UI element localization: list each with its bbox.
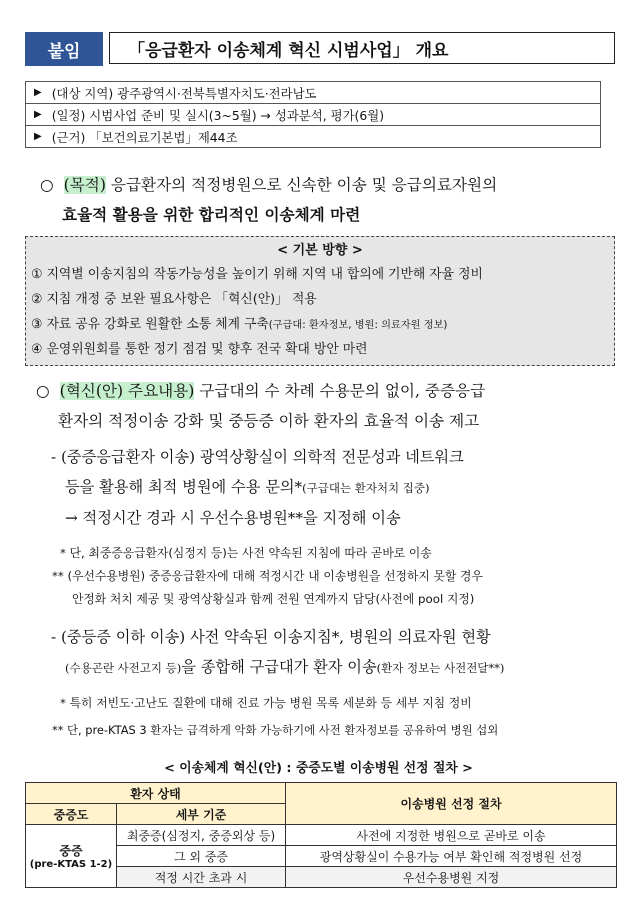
basic-item	[26, 262, 614, 287]
info-box	[25, 81, 601, 148]
purpose-label: (목적)	[63, 176, 106, 194]
table-header-criteria: 세부 기준	[117, 804, 286, 825]
footnote: ** 단, pre-KTAS 3 환자는 급격하게 악화 가능하기에 사전 환자정보를 공유하여 병원 섭외	[52, 723, 499, 737]
main-line2: 환자의 적정이송 강화 및 중등증 이하 환자의 효율적 이송 제고	[58, 412, 480, 430]
info-label: (근거)	[51, 129, 86, 145]
page-title: 「응급환자 이송체계 혁신 시범사업」 개요	[109, 32, 615, 64]
info-text: 광주광역시·전북특별자치도·전라남도	[117, 85, 317, 101]
circle-bullet: ○	[36, 382, 50, 400]
criteria-cell: 최중증(심정지, 중증외상 등)	[117, 825, 286, 846]
item-note: (구급대: 환자정보, 병원: 의료자원 정보)	[268, 320, 448, 331]
sub1-line3: → 적정시간 경과 시 우선수용병원**을 지정해 이송	[65, 509, 401, 527]
item-text: 자료 공유 강화로 원활한 소통 체계 구축	[46, 317, 269, 332]
info-row-region	[25, 81, 601, 104]
criteria-cell: 그 외 중증	[117, 846, 286, 867]
item-number: ④	[31, 342, 43, 357]
sub2-line1: 사전 약속된 이송지침*, 병원의 의료자원 현황	[190, 628, 491, 646]
triangle-bullet-icon: ▶	[34, 131, 42, 142]
sub-severe-section	[51, 442, 620, 533]
sub1-line2: 등을 활용해 최적 병원에 수용 문의*	[65, 478, 303, 496]
footnote: * 단, 최중증응급환자(심정지 등)는 사전 약속된 지침에 따라 곧바로 이송	[60, 546, 432, 560]
info-text: 시범사업 준비 및 실시(3~5월) → 성과분석, 평가(6월)	[89, 107, 385, 123]
sub1-label: (중증응급환자 이송)	[60, 448, 196, 466]
table-header-status: 환자 상태	[26, 783, 286, 804]
info-row-schedule	[25, 104, 601, 126]
sub2-line2: 을 종합해 구급대가 환자 이송	[181, 658, 377, 676]
severity-label: 중증	[59, 844, 83, 858]
info-label: (대상 지역)	[51, 85, 114, 101]
sub1-line2-note: (구급대는 환자처치 집중)	[302, 481, 430, 495]
procedure-cell: 광역상황실이 수용가능 여부 확인해 적정병원 선정	[286, 846, 617, 867]
item-text: 지침 개정 중 보완 필요사항은 「혁신(안)」 적용	[46, 292, 317, 307]
footnote: * 특히 저빈도·고난도 질환에 대해 진료 가능 병원 목록 세분화 등 세부 지침 정비	[60, 696, 472, 710]
header	[25, 32, 615, 66]
procedure-table	[25, 782, 617, 888]
dash-bullet: -	[51, 448, 57, 466]
sub2-note-a: (수용곤란 사전고지 등)	[65, 661, 182, 675]
purpose-section	[40, 170, 615, 230]
sub2-note-b: (환자 정보는 사전전달**)	[376, 661, 505, 675]
severity-cell	[26, 825, 117, 888]
sub-moderate-section	[51, 622, 620, 683]
circle-bullet: ○	[40, 176, 54, 194]
basic-item	[26, 312, 614, 337]
item-number: ③	[31, 317, 43, 332]
table-header-procedure: 이송병원 선정 절차	[286, 783, 617, 825]
footnote: ** (우선수용병원) 중증응급환자에 대해 적정시간 내 이송병원을 선정하지 못할 경우	[52, 569, 483, 583]
sub1-line1: 광역상황실이 의학적 전문성과 네트워크	[199, 448, 464, 466]
basic-item	[26, 337, 614, 362]
basic-direction-title: < 기본 방향 >	[277, 243, 363, 258]
item-number: ①	[31, 267, 43, 282]
procedure-cell: 우선수용병원 지정	[286, 867, 617, 888]
footnote: 안정화 처치 제공 및 광역상황실과 함께 전원 연계까지 담당(사전에 pool 지정)	[72, 592, 475, 606]
procedure-cell: 사전에 지정한 병원으로 곧바로 이송	[286, 825, 617, 846]
main-content-section	[36, 376, 616, 436]
basic-direction-box	[25, 236, 615, 366]
table-caption: < 이송체계 혁신(안) : 중증도별 이송병원 선정 절차 >	[164, 761, 473, 776]
basic-item	[26, 287, 614, 312]
main-line1: 구급대의 수 차례 수용문의 없이, 중증응급	[199, 382, 486, 400]
table-header-severity: 중증도	[26, 804, 117, 825]
info-row-basis	[25, 126, 601, 148]
triangle-bullet-icon: ▶	[34, 109, 42, 120]
dash-bullet: -	[51, 628, 57, 646]
criteria-cell: 적정 시간 초과 시	[117, 867, 286, 888]
triangle-bullet-icon: ▶	[34, 87, 42, 98]
purpose-line2: 효율적 활용을 위한 합리적인 이송체계 마련	[62, 205, 361, 224]
severity-sub: (pre-KTAS 1-2)	[29, 859, 113, 870]
table-row	[26, 825, 617, 846]
info-label: (일정)	[51, 107, 86, 123]
item-text: 운영위원회를 통한 정기 점검 및 향후 전국 확대 방안 마련	[46, 342, 368, 357]
main-label: (혁신(안) 주요내용)	[59, 382, 195, 400]
purpose-line1: 응급환자의 적정병원으로 신속한 이송 및 응급의료자원의	[110, 176, 498, 194]
sub2-label: (중등증 이하 이송)	[60, 628, 186, 646]
item-text: 지역별 이송지침의 작동가능성을 높이기 위해 지역 내 합의에 기반해 자율 정비	[46, 267, 483, 282]
attachment-badge: 붙임	[25, 32, 103, 66]
info-text: 「보건의료기본법」제44조	[89, 129, 238, 145]
item-number: ②	[31, 292, 43, 307]
